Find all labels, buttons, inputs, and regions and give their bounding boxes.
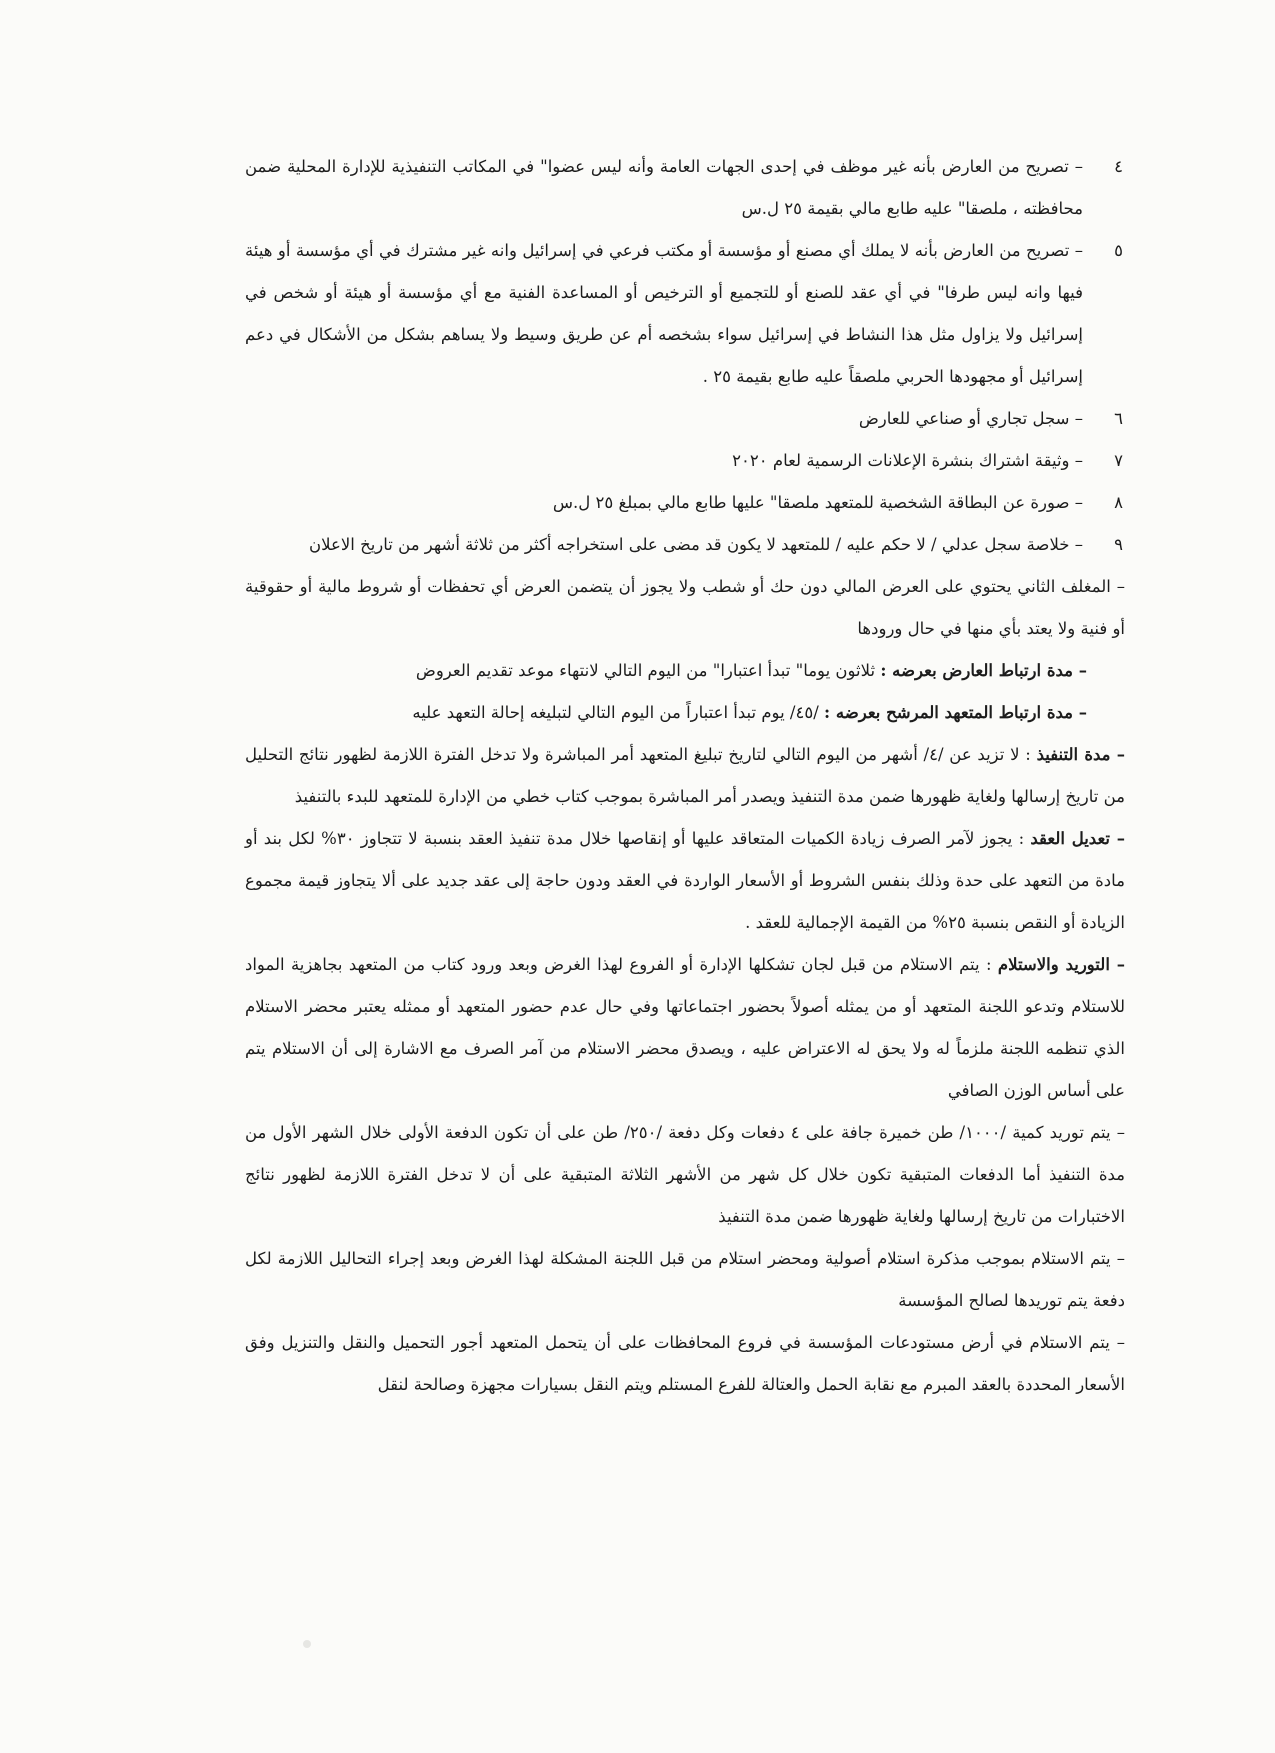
warehouse-paragraph: – يتم الاستلام في أرض مستودعات المؤسسة في فروع المحافظات على أن يتحمل المتعهد أجور التحميل والنقل والتنزيل وفق الأسعار المحددة بالعقد المبرم مع نقابة الحمل والعتالة للفرع المستلم ويتم النقل بسيارات مجهزة وصالحة لنقل xyxy=(245,1333,1125,1394)
item-text: – تصريح من العارض بأنه لا يملك أي مصنع أو مؤسسة أو مكتب فرعي في إسرائيل وانه غير مشترك في أي مؤسسة أو هيئة فيها وانه ليس طرفا" في أي عقد للصنع أو للتجميع أو الترخيص أو المساعدة الفنية مع أي مؤسسة أو هيئة أو شخص في إسرائيل ولا يزاول مثل هذا النشاط في إسرائيل سواء بشخصه أم عن طريق وسيط ولا يساهم بشكل من الأشكال في دعم إسرائيل أو مجهودها الحربي ملصقاً عليه طابع بقيمة ٢٥ . xyxy=(245,241,1083,386)
item-number: ٩ xyxy=(1114,535,1123,554)
quantity-paragraph: – يتم توريد كمية /١٠٠٠/ طن خميرة جافة على ٤ دفعات وكل دفعة /٢٥٠/ طن على أن تكون الدفعة الأولى خلال الشهر الأول من مدة التنفيذ أما الدفعات المتبقية تكون خلال كل شهر من الأشهر الثلاثة المتبقية على أن لا تدخل الفترة اللازمة لظهور نتائج الاختبارات من تاريخ إرسالها ولغاية ظهورها ضمن مدة التنفيذ xyxy=(245,1123,1126,1226)
bidder-commitment-paragraph xyxy=(245,650,1125,692)
item-text: – سجل تجاري أو صناعي للعارض xyxy=(858,409,1083,428)
bidder-commitment-label: – مدة ارتباط العارض بعرضه : xyxy=(880,661,1087,680)
delivery-receipt-paragraph xyxy=(245,944,1125,1112)
execution-period-paragraph xyxy=(245,734,1125,818)
list-item-8 xyxy=(245,482,1125,524)
item-number: ٧ xyxy=(1114,451,1123,470)
envelope-two-paragraph: – المغلف الثاني يحتوي على العرض المالي دون حك أو شطب ولا يجوز أن يتضمن العرض أي تحفظات أو شروط مالية أو حقوقية أو فنية ولا يعتد بأي منها في حال ورودها xyxy=(245,577,1125,638)
list-item-5 xyxy=(245,230,1125,398)
contract-amendment-label: – تعديل العقد xyxy=(1030,829,1125,848)
item-number: ٨ xyxy=(1114,493,1123,512)
execution-period-label: – مدة التنفيذ xyxy=(1036,745,1125,764)
list-item-9 xyxy=(245,524,1125,566)
list-item-6 xyxy=(245,398,1125,440)
list-item-4 xyxy=(245,146,1125,230)
item-text: – خلاصة سجل عدلي / لا حكم عليه / للمتعهد لا يكون قد مضى على استخراجه أكثر من ثلاثة أشهر من تاريخ الاعلان xyxy=(309,535,1083,554)
delivery-receipt-label: – التوريد والاستلام xyxy=(997,955,1126,974)
contract-amendment-text: : يجوز لآمر الصرف زيادة الكميات المتعاقد عليها أو إنقاصها خلال مدة تنفيذ العقد بنسبة لا تتجاوز ٣٠% لكل بند أو مادة من التعهد على حدة وذلك بنفس الشروط أو الأسعار الواردة في العقد ودون حاجة إلى عقد جديد على ألا يتجاوز قيمة مجموع الزيادة أو النقص بنسبة ٢٥% من القيمة الإجمالية للعقد . xyxy=(245,829,1125,932)
item-text: – وثيقة اشتراك بنشرة الإعلانات الرسمية لعام ٢٠٢٠ xyxy=(732,451,1083,470)
contract-amendment-paragraph xyxy=(245,818,1125,944)
contractor-commitment-label: – مدة ارتباط المتعهد المرشح بعرضه : xyxy=(824,703,1087,722)
execution-period-text: : لا تزيد عن /٤/ أشهر من اليوم التالي لتاريخ تبليغ المتعهد أمر المباشرة ولا تدخل الفترة اللازمة لظهور نتائج التحليل من تاريخ إرسالها ولغاية ظهورها ضمن مدة التنفيذ ويصدر أمر المباشرة بموجب كتاب خطي من الإدارة للمتعهد للبدء بالتنفيذ xyxy=(245,745,1125,806)
item-number: ٤ xyxy=(1114,157,1123,176)
receipt-memo-paragraph: – يتم الاستلام بموجب مذكرة استلام أصولية ومحضر استلام من قبل اللجنة المشكلة لهذا الغرض وبعد إجراء التحاليل اللازمة لكل دفعة يتم توريدها لصالح المؤسسة xyxy=(245,1249,1125,1310)
item-number: ٦ xyxy=(1114,409,1123,428)
item-number: ٥ xyxy=(1114,241,1123,260)
bidder-commitment-text: ثلاثون يوما" تبدأ اعتبارا" من اليوم التالي لانتهاء موعد تقديم العروض xyxy=(415,661,881,680)
contractor-commitment-text: /٤٥/ يوم تبدأ اعتباراً من اليوم التالي لتبليغه إحالة التعهد عليه xyxy=(412,703,819,722)
list-item-7 xyxy=(245,440,1125,482)
contractor-commitment-paragraph xyxy=(245,692,1125,734)
item-text: – صورة عن البطاقة الشخصية للمتعهد ملصقا" عليها طابع مالي بمبلغ ٢٥ ل.س xyxy=(552,493,1083,512)
scan-speck xyxy=(303,1640,311,1648)
item-text: – تصريح من العارض بأنه غير موظف في إحدى الجهات العامة وأنه ليس عضوا" في المكاتب التنفيذية للإدارة المحلية ضمن محافظته ، ملصقا" عليه طابع مالي بقيمة ٢٥ ل.س xyxy=(245,157,1083,218)
document-page xyxy=(245,146,1125,1406)
delivery-receipt-text: : يتم الاستلام من قبل لجان تشكلها الإدارة أو الفروع لهذا الغرض وبعد ورود كتاب من المتعهد بجاهزية المواد للاستلام وتدعو اللجنة المتعهد أو من يمثله أصولاً بحضور اجتماعاتها وفي حال عدم حضور المتعهد أو ممثله يعتبر محضر الاستلام الذي تنظمه اللجنة ملزماً له ولا يحق له الاعتراض عليه ، ويصدق محضر الاستلام من آمر الصرف مع الاشارة إلى أن الاستلام يتم على أساس الوزن الصافي xyxy=(245,955,1125,1100)
